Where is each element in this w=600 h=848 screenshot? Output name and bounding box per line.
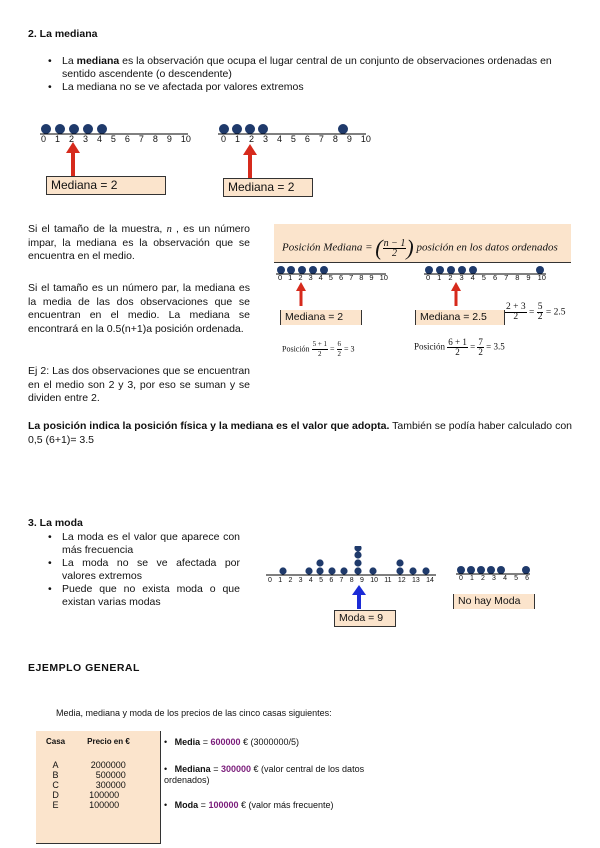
data-point	[396, 567, 403, 574]
col-header-casa: Casa	[46, 737, 66, 746]
data-point	[422, 567, 429, 574]
axis-ticks-moda: 0 1 2 3 4 5 6 7 8 9 10 11 12 13 14	[268, 577, 434, 584]
data-point	[487, 566, 495, 574]
moda-bullets	[28, 531, 240, 609]
arrow-up-icon	[66, 142, 80, 176]
posicion-bold: La posición indica la posición física y la mediana es el valor que adopta.	[28, 420, 390, 432]
data-point	[316, 567, 323, 574]
casas-table	[40, 737, 136, 810]
data-point	[279, 567, 286, 574]
data-point	[477, 566, 485, 574]
section-title-moda: 3. La moda	[28, 517, 83, 529]
casas-table-box	[36, 731, 161, 844]
table-header-row	[40, 737, 136, 746]
data-point	[457, 566, 465, 574]
data-point	[83, 124, 93, 134]
data-point	[354, 551, 361, 558]
data-point	[97, 124, 107, 134]
paragraph-ejemplo-2: Ej 2: Las dos observaciones que se encuentran en el medio son 2 y 3, por eso se suman y se dividen entre 2.	[28, 365, 250, 404]
data-point	[338, 124, 348, 134]
calc-even-median: $\frac{2 + 3}{2}$ = $\frac{5}{2}$ = 2.5	[506, 302, 566, 322]
data-point	[41, 124, 51, 134]
arrow-up-icon	[296, 282, 306, 306]
mediana-bullet-definition: • La mediana es la observación que ocupa el lugar central de un conjunto de observaciones ordenadas en sentido ascendente (o descendente)	[28, 55, 576, 81]
calc-position-even: Posición $\frac{6 + 1}{2}$ = $\frac{7}{2}$ = 3.5	[414, 337, 505, 357]
moda-bullet-2: • La moda no se ve afectada por valores extremos	[28, 557, 240, 583]
data-point	[396, 559, 403, 566]
data-point	[522, 566, 530, 574]
moda-bullet-1: • La moda es el valor que aparece con más frecuencia	[28, 531, 240, 557]
data-point	[340, 567, 347, 574]
mediana-label-1: Mediana = 2	[46, 176, 166, 195]
moda-bullet-3: • Puede que no exista moda o que existan varias modas	[28, 583, 240, 609]
data-point	[369, 567, 376, 574]
table-row: B 500000	[52, 770, 126, 780]
axis-ticks-2: 0 1 2 3 4 5 6 7 8 9 10	[221, 134, 371, 144]
formula-left: Posición Mediana =	[282, 241, 373, 254]
data-point	[55, 124, 65, 134]
axis-ticks-4: 0 1 2 3 4 5 6 7 8 9 10	[426, 273, 546, 282]
resultado-media: • Media = 600000 € (3000000/5)	[164, 737, 300, 747]
data-point	[354, 546, 361, 552]
arrow-up-icon	[352, 585, 366, 609]
axis-ticks-no-moda: 0 1 2 3 4 5 6	[459, 575, 529, 582]
mediana-bullet-extremes: • La mediana no se ve afectada por valores extremos	[28, 81, 576, 94]
axis-ticks-1: 0 1 2 3 4 5 6 7 8 9 10	[41, 134, 191, 144]
mediana-label-4: Mediana = 2.5	[415, 310, 505, 325]
data-point	[305, 567, 312, 574]
paragraph-impar: Si el tamaño de la muestra, n , es un número impar, la mediana es la observación que se encuentra en el medio.	[28, 223, 250, 262]
data-point	[467, 566, 475, 574]
dotplot-odd-1-dots	[41, 124, 107, 134]
mediana-term: mediana	[76, 55, 120, 67]
no-moda-label: No hay Moda	[453, 594, 535, 609]
data-point	[354, 567, 361, 574]
table-row: C 300000	[52, 780, 126, 790]
mediana-bullets	[28, 55, 576, 94]
mediana-label-3: Mediana = 2	[280, 310, 362, 325]
data-point	[69, 124, 79, 134]
data-point	[497, 566, 505, 574]
data-point	[409, 567, 416, 574]
section-title-ejemplo: EJEMPLO GENERAL	[28, 662, 140, 674]
arrow-up-icon	[243, 144, 257, 178]
table-row: E 100000	[52, 800, 120, 810]
section-title-mediana: 2. La mediana	[28, 28, 98, 40]
paragraph-posicion: La posición indica la posición física y la mediana es el valor que adopta. También se podía haber calculado con 0,5 (6+1)= 3.5	[28, 420, 572, 446]
resultado-moda: • Moda = 100000 € (valor más frecuente)	[164, 800, 334, 810]
data-point	[316, 559, 323, 566]
calc-position-odd: Posición $\frac{5 + 1}{2}$ = $\frac{6}{2}$ = 3	[282, 340, 355, 358]
resultado-mediana: • Mediana = 300000 € (valor central de los datos ordenados)	[164, 764, 365, 785]
mediana-label-2: Mediana = 2	[223, 178, 313, 197]
arrow-up-icon	[451, 282, 461, 306]
data-point	[245, 124, 255, 134]
axis-ticks-3: 0 1 2 3 4 5 6 7 8 9 10	[278, 273, 388, 282]
table-row: A 2000000	[52, 760, 126, 770]
moda-label: Moda = 9	[334, 610, 396, 627]
data-point	[258, 124, 268, 134]
data-point	[328, 567, 335, 574]
data-point	[219, 124, 229, 134]
col-header-precio: Precio en €	[87, 737, 130, 746]
ejemplo-intro: Media, mediana y moda de los precios de las cinco casas siguientes:	[56, 708, 332, 718]
data-point	[232, 124, 242, 134]
dotplot-moda	[266, 546, 438, 576]
paragraph-par: Si el tamaño es un número par, la mediana es la media de las dos observaciones que se encuentran en el medio. La mediana se encontrará en la 0.5(n+1)a posición ordenada.	[28, 282, 250, 335]
table-row: D 100000	[52, 790, 120, 800]
formula-right: posición en los datos ordenados	[416, 241, 558, 254]
data-point	[354, 559, 361, 566]
formula-box: Posición Mediana = ( $\frac{n - 1}{2}$ ) posición en los datos ordenados	[274, 224, 571, 263]
